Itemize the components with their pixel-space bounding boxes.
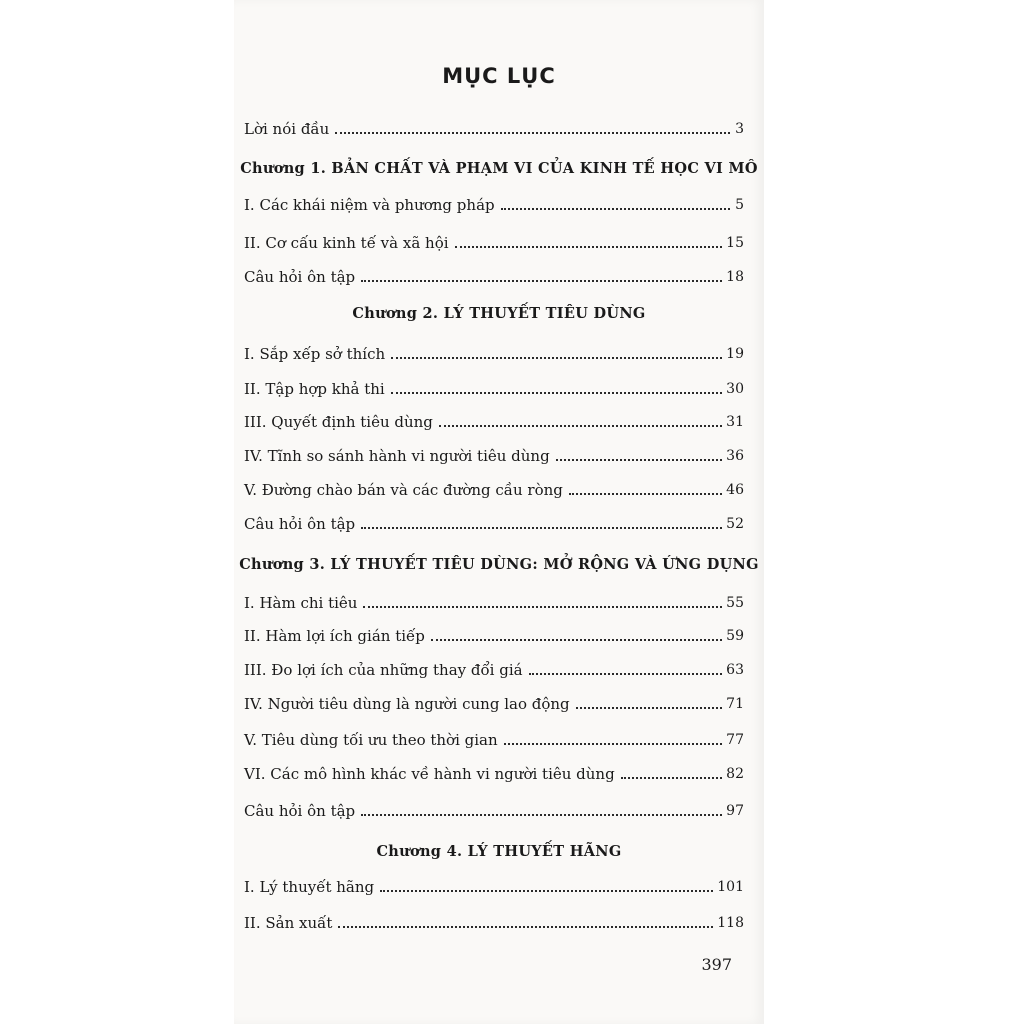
toc-entry-page: 46 xyxy=(726,482,744,498)
toc-entry-page: 101 xyxy=(717,879,744,895)
toc-entry xyxy=(244,194,744,214)
toc-entry-page: 52 xyxy=(726,516,744,532)
toc-entry-label: VI. Các mô hình khác về hành vi người tiêu dùng xyxy=(244,765,615,783)
toc-entry-label: I. Sắp xếp sở thích xyxy=(244,345,386,363)
toc-entry-label: I. Các khái niệm và phương pháp xyxy=(244,196,495,214)
toc-entry xyxy=(244,912,744,932)
toc-entry-label: II. Hàm lợi ích gián tiếp xyxy=(244,627,425,645)
toc-entry-label: IV. Người tiêu dùng là người cung lao động xyxy=(244,695,570,713)
toc-entry xyxy=(244,378,744,398)
dot-leader xyxy=(529,673,723,675)
toc-entry-page: 77 xyxy=(726,732,744,748)
toc-entry-label: III. Quyết định tiêu dùng xyxy=(244,413,433,431)
toc-entry-page: 55 xyxy=(726,595,744,611)
chapter-heading: Chương 2. LÝ THUYẾT TIÊU DÙNG xyxy=(352,305,646,322)
book-page xyxy=(234,0,764,1024)
toc-entry-page: 63 xyxy=(726,662,744,678)
toc-entry-label: I. Lý thuyết hãng xyxy=(244,878,375,896)
dot-leader xyxy=(431,639,722,641)
dot-leader xyxy=(621,777,722,779)
toc-entry xyxy=(244,266,744,286)
dot-leader xyxy=(380,890,713,892)
toc-entry-label: Lời nói đầu xyxy=(244,120,330,138)
toc-entry xyxy=(244,659,744,679)
chapter-heading: Chương 4. LÝ THUYẾT HÃNG xyxy=(376,843,622,860)
toc-entry xyxy=(244,763,744,783)
dot-leader xyxy=(504,743,723,745)
page-number: 397 xyxy=(701,955,732,974)
toc-entry-page: 118 xyxy=(717,915,744,931)
dot-leader xyxy=(576,707,723,709)
toc-entry-page: 18 xyxy=(726,269,744,285)
toc-entry-page: 36 xyxy=(726,448,744,464)
dot-leader xyxy=(361,527,722,529)
toc-entry xyxy=(244,876,744,896)
toc-entry-label: II. Cơ cấu kinh tế và xã hội xyxy=(244,234,449,252)
toc-entry xyxy=(244,625,744,645)
toc-entry-label: Câu hỏi ôn tập xyxy=(244,802,356,820)
dot-leader xyxy=(569,493,722,495)
toc-entry-page: 31 xyxy=(726,414,744,430)
dot-leader xyxy=(391,357,722,359)
toc-entry-page: 82 xyxy=(726,766,744,782)
chapter-heading: Chương 3. LÝ THUYẾT TIÊU DÙNG: MỞ RỘNG VÀ ỨNG DỤNG xyxy=(239,556,759,573)
toc-entry-label: V. Tiêu dùng tối ưu theo thời gian xyxy=(244,731,498,749)
toc-entry-preface xyxy=(244,118,744,138)
toc-entry-label: Câu hỏi ôn tập xyxy=(244,515,356,533)
toc-entry-page: 15 xyxy=(726,235,744,251)
toc-entry xyxy=(244,445,744,465)
toc-entry xyxy=(244,513,744,533)
dot-leader xyxy=(363,606,722,608)
toc-entry-label: Câu hỏi ôn tập xyxy=(244,268,356,286)
toc-entry xyxy=(244,729,744,749)
toc-entry xyxy=(244,800,744,820)
dot-leader xyxy=(391,392,722,394)
toc-entry xyxy=(244,693,744,713)
page-title: MỤC LỤC xyxy=(442,64,556,88)
dot-leader xyxy=(455,246,723,248)
toc-entry-page: 97 xyxy=(726,803,744,819)
dot-leader xyxy=(361,280,722,282)
dot-leader xyxy=(439,425,722,427)
toc-entry-page: 19 xyxy=(726,346,744,362)
toc-entry-page: 5 xyxy=(735,197,744,213)
toc-entry-label: II. Tập hợp khả thi xyxy=(244,380,385,398)
toc-entry-page: 71 xyxy=(726,696,744,712)
dot-leader xyxy=(501,208,730,210)
toc-entry-page: 30 xyxy=(726,381,744,397)
dot-leader xyxy=(556,459,722,461)
toc-entry-label: V. Đường chào bán và các đường cầu ròng xyxy=(244,481,563,499)
dot-leader xyxy=(338,926,713,928)
dot-leader xyxy=(335,132,730,134)
toc-entry-page: 59 xyxy=(726,628,744,644)
toc-entry-label: II. Sản xuất xyxy=(244,914,333,932)
toc-entry-label: I. Hàm chi tiêu xyxy=(244,594,358,612)
toc-entry xyxy=(244,479,744,499)
toc-entry-page: 3 xyxy=(735,121,744,137)
toc-entry-label: IV. Tĩnh so sánh hành vi người tiêu dùng xyxy=(244,447,550,465)
chapter-heading: Chương 1. BẢN CHẤT VÀ PHẠM VI CỦA KINH TẾ HỌC VI MÔ xyxy=(240,160,758,177)
dot-leader xyxy=(361,814,722,816)
toc-entry xyxy=(244,232,744,252)
toc-entry xyxy=(244,343,744,363)
toc-entry xyxy=(244,411,744,431)
toc-entry xyxy=(244,592,744,612)
toc-entry-label: III. Đo lợi ích của những thay đổi giá xyxy=(244,661,523,679)
